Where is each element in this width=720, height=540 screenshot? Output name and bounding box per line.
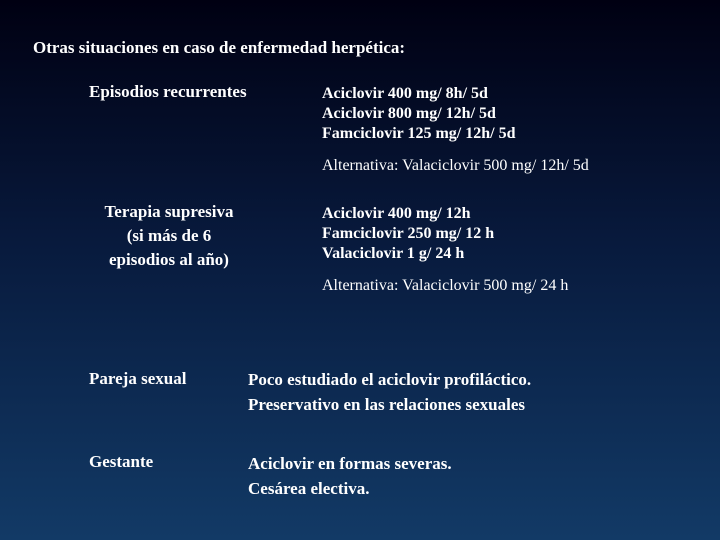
description-line: Preservativo en las relaciones sexuales	[248, 395, 525, 414]
description-line: Aciclovir en formas severas.	[248, 454, 452, 473]
label-gestante: Gestante	[89, 452, 154, 471]
treatment-line: Aciclovir 400 mg/ 8h/ 5d	[322, 85, 488, 102]
alternative-supresiva: Alternativa: Valaciclovir 500 mg/ 24 h	[322, 277, 569, 294]
description-pareja-sexual	[248, 367, 531, 417]
label-line: (si más de 6	[126, 226, 212, 245]
treatment-line: Valaciclovir 1 g/ 24 h	[322, 245, 465, 262]
treatment-line: Aciclovir 400 mg/ 12h	[322, 205, 471, 222]
slide-title: Otras situaciones en caso de enfermedad herpética:	[33, 38, 406, 57]
label-pareja-sexual: Pareja sexual	[89, 369, 187, 388]
treatments-supresiva	[322, 204, 494, 264]
treatment-line: Famciclovir 125 mg/ 12h/ 5d	[322, 125, 516, 142]
label-terapia-supresiva	[85, 200, 253, 272]
treatments-recurrentes	[322, 84, 515, 144]
description-line: Cesárea electiva.	[248, 479, 370, 498]
treatment-line: Famciclovir 250 mg/ 12 h	[322, 225, 495, 242]
description-line: Poco estudiado el aciclovir profiláctico.	[248, 370, 532, 389]
treatment-line: Aciclovir 800 mg/ 12h/ 5d	[322, 105, 496, 122]
label-line: episodios al año)	[109, 250, 229, 269]
label-line: Terapia supresiva	[104, 202, 234, 221]
alternative-recurrentes: Alternativa: Valaciclovir 500 mg/ 12h/ 5d	[322, 157, 589, 174]
label-episodios-recurrentes: Episodios recurrentes	[89, 82, 247, 101]
description-gestante	[248, 451, 452, 501]
